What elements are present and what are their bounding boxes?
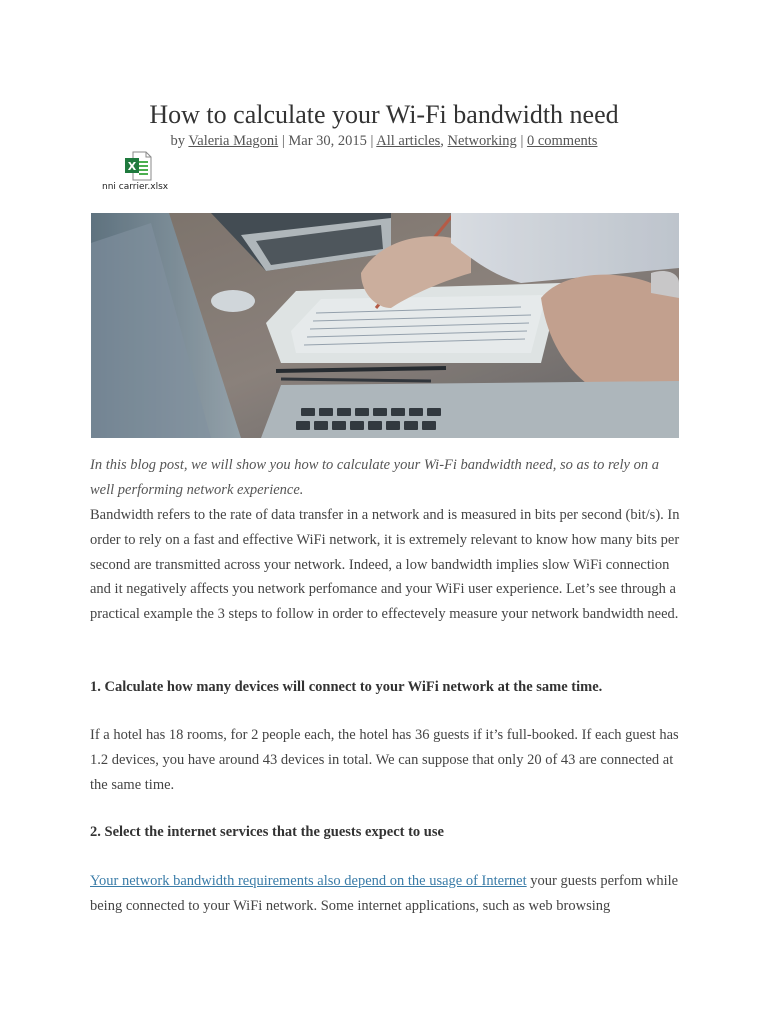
- meta-by: by: [170, 133, 186, 149]
- intro-paragraph: In this blog post, we will show you how to calculate your Wi-Fi bandwidth need, so as to rely on a well performing network experience.: [90, 457, 659, 498]
- meta-comma: ,: [440, 133, 448, 149]
- photo-illustration: [91, 213, 679, 438]
- category-link-all-articles[interactable]: All articles: [376, 133, 441, 149]
- category-link-networking[interactable]: Networking: [447, 133, 517, 149]
- body-paragraph-1: Bandwidth refers to the rate of data transfer in a network and is measured in bits per second (bit/s). In order to rely on a fast and effective WiFi network, it is extremely relevant to know how many bits per second are transmitted across your network. Indeed, a low bandwidth implies slow WiFi connection and it negatively affects you network perfomance and your WiFi user experience. Let’s see through a practical example the 3 steps to follow in order to effectevely measure your network bandwidth need.: [90, 507, 680, 623]
- bandwidth-requirements-link[interactable]: Your network bandwidth requirements also depend on the usage of Internet: [90, 873, 527, 889]
- attachment-xlsx[interactable]: [102, 151, 182, 195]
- post-meta: [0, 131, 768, 151]
- meta-separator: |: [516, 133, 527, 149]
- post-date: Mar 30, 2015: [288, 133, 367, 149]
- section-heading-1: 1. Calculate how many devices will connect to your WiFi network at the same time.: [90, 679, 603, 695]
- comments-link[interactable]: 0 comments: [526, 133, 598, 149]
- svg-text:X: X: [127, 160, 137, 173]
- author-link[interactable]: Valeria Magoni: [188, 133, 279, 149]
- body-paragraph-3-rest: your guests perfom while being connected to your WiFi network. Some internet applications, such as web browsing: [90, 873, 679, 914]
- post-title: How to calculate your Wi-Fi bandwidth need: [149, 100, 619, 129]
- meta-separator: |: [366, 133, 377, 149]
- body-paragraph-3: [90, 869, 682, 919]
- attachment-filename: nni carrier.xlsx: [102, 182, 169, 192]
- article-photo: [91, 213, 679, 438]
- section-heading-2: 2. Select the internet services that the guests expect to use: [90, 824, 444, 840]
- body-paragraph-2: If a hotel has 18 rooms, for 2 people each, the hotel has 36 guests if it’s full-booked. If each guest has 1.2 devices, you have around 43 devices in total. We can suppose that only 20 of 43 are connected at the same time.: [90, 727, 679, 793]
- meta-separator: |: [278, 133, 289, 149]
- excel-file-icon: [124, 151, 152, 181]
